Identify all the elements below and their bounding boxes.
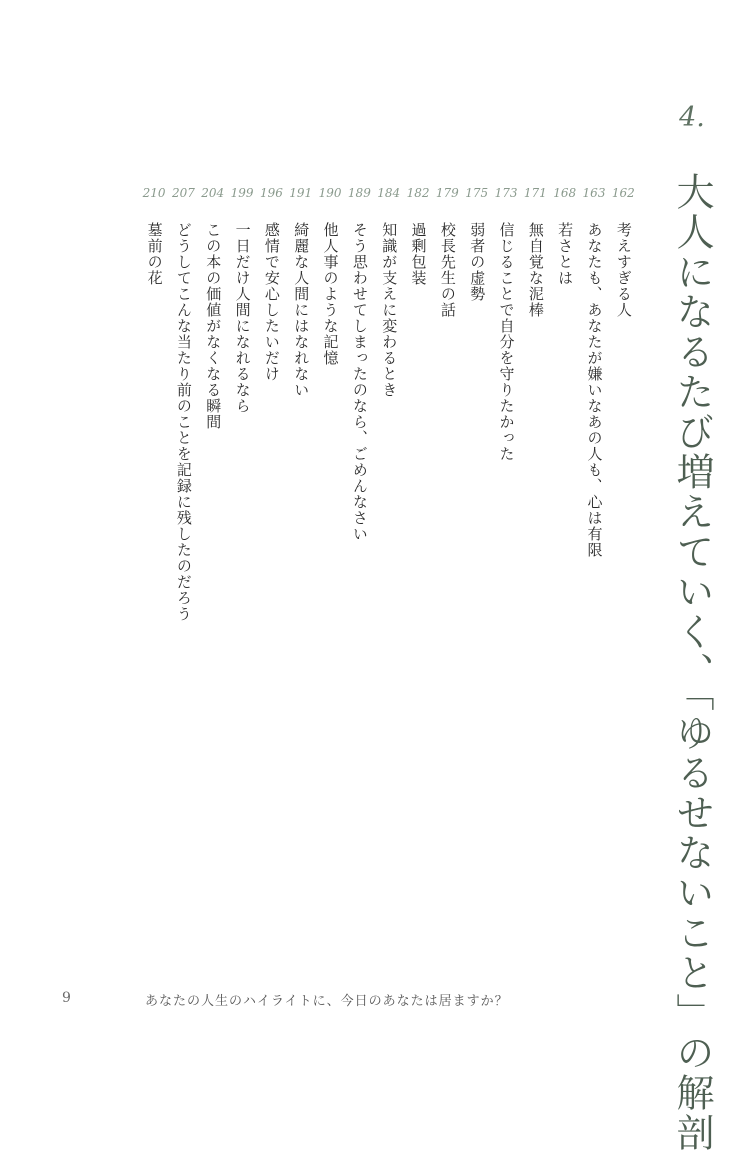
toc-entry[interactable] [374,186,403,686]
toc-entry[interactable] [227,186,256,686]
toc-entry-title: 弱者の虚勢 [468,222,487,302]
toc-page-number: 204 [201,186,225,200]
toc-entry-title: そう思わせてしまったのなら、ごめんなさい [350,222,369,542]
toc-entry-title: 考えすぎる人 [614,222,633,318]
chapter-number: 4. [679,102,705,133]
toc-entry[interactable] [609,186,638,686]
toc-page-number: 171 [523,186,547,200]
toc-page-number: 210 [142,186,166,200]
toc-entry[interactable] [345,186,374,686]
toc-entry[interactable] [579,186,608,686]
toc-entry[interactable] [433,186,462,686]
toc-entry[interactable] [257,186,286,686]
toc-page-number: 199 [230,186,254,200]
toc-entry[interactable] [521,186,550,686]
toc-entry-title: 他人事のような記憶 [321,222,340,366]
toc-page-number: 190 [318,186,342,200]
toc-entry-title: 綺麗な人間にはなれない [292,222,311,398]
toc-page-number: 191 [289,186,313,200]
toc-entry-title: 過剰包装 [409,222,428,286]
toc-entry[interactable] [462,186,491,686]
toc-page-number: 162 [611,186,635,200]
toc-page-number: 173 [494,186,518,200]
toc-entry[interactable] [315,186,344,686]
table-of-contents [110,186,638,686]
toc-entry-title: あなたも、あなたが嫌いなあの人も、心は有限 [585,222,604,558]
toc-page-number: 189 [347,186,371,200]
toc-entry-title: 無自覚な泥棒 [526,222,545,318]
toc-entry[interactable] [550,186,579,686]
toc-entry-title: この本の価値がなくなる瞬間 [204,222,223,430]
toc-page-number: 168 [553,186,577,200]
toc-entry-title: 知識が支えに変わるとき [380,222,399,398]
toc-page-number: 182 [406,186,430,200]
toc-entry-title: どうしてこんな当たり前のことを記録に残したのだろう [174,222,193,622]
toc-entry-title: 墓前の花 [145,222,164,286]
toc-page-number: 163 [582,186,606,200]
toc-entry[interactable] [139,186,168,686]
toc-page-number: 175 [465,186,489,200]
toc-page-number: 179 [435,186,459,200]
toc-entry[interactable] [286,186,315,686]
toc-entry[interactable] [403,186,432,686]
toc-entry[interactable] [169,186,198,686]
toc-entry[interactable] [198,186,227,686]
chapter-title: 大人になるたび増えていく、「ゆるせないこと」の解剖 [670,172,714,1153]
toc-entry-title: 感情で安心したいだけ [262,222,281,382]
footer-page-number: 9 [62,990,71,1006]
toc-entry-title: 校長先生の話 [438,222,457,318]
toc-page-number: 207 [171,186,195,200]
running-title: あなたの人生のハイライトに、今日のあなたは居ますか？ [145,994,509,1009]
toc-page-number: 196 [259,186,283,200]
toc-entry-title: 若さとは [556,222,575,286]
toc-entry-title: 一日だけ人間になれるなら [233,222,252,414]
toc-page-number: 184 [377,186,401,200]
toc-entry-title: 信じることで自分を守りたかった [497,222,516,462]
toc-entry[interactable] [491,186,520,686]
